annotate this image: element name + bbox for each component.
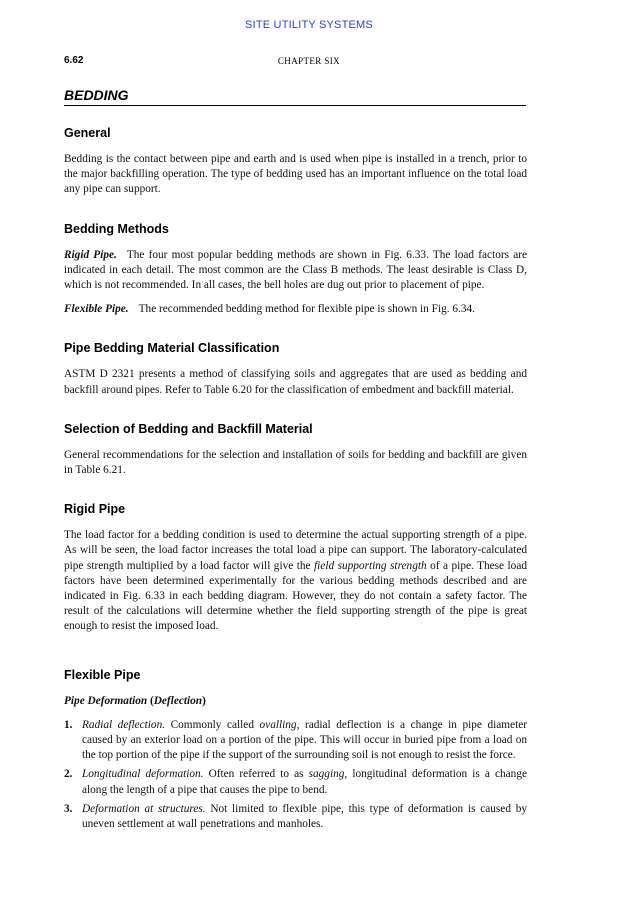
rigid-pipe-text: The four most popular bedding methods are shown in Fig. 6.33. The load factors are indicated in each detail. The most common are the Class B methods. The least desirable is Class D, which is not recommended. In all cases, the bell holes are dug out prior to placement of pipe. [64,248,527,292]
rigid-pipe-body [64,528,527,634]
rigid-pipe-text-a: The load factor for a bedding condition is used to determine the actual supporting strength of a pipe. As will be seen, the load factor increases the total load a pipe can support. The laboratory-calculated pipe strength multiplied by a load factor will give the [64,529,527,572]
flexible-pipe-heading: Flexible Pipe [64,667,141,682]
flexible-pipe-text: The recommended bedding method for flexible pipe is shown in Fig. 6.34. [138,303,475,316]
general-paragraph: Bedding is the contact between pipe and earth and is used when pipe is installed in a trench, prior to the major backfilling operation. The type of bedding used has an important influence on the total load any pipe can support. [64,153,527,196]
flexible-pipe-paragraph [64,302,527,317]
selection-paragraph: General recommendations for the selection and installation of soils for bedding and backfill are given in Table 6.21. [64,448,527,477]
rigid-pipe-paragraph [64,248,527,294]
pipe-deformation-subheading: Pipe Deformation (Deflection) [64,694,206,707]
classification-heading: Pipe Bedding Material Classification [64,341,280,356]
running-title: SITE UTILITY SYSTEMS [245,19,373,31]
page-number: 6.62 [64,55,84,66]
rigid-pipe-emphasis: field supporting strength [314,559,427,572]
deformation-list [64,718,527,832]
selection-heading: Selection of Bedding and Backfill Material [64,421,313,436]
rigid-pipe-heading: Rigid Pipe [64,502,126,517]
list-item: 3. Deformation at structures. Not limited to flexible pipe, this type of deformation is caused by uneven settlement at wall penetrations and manholes. [64,802,528,831]
bedding-methods-heading: Bedding Methods [64,221,169,236]
rigid-pipe-text-b: of a pipe. These load factors have been determined experimentally for the various bedding methods described and are indicated in Fig. 6.33 in each bedding diagram. However, they do not contain a safety factor. The result of the calculations will determine whether the field supporting strength of the pipe is great enough to resist the imposed load. [64,559,527,633]
chapter-label: CHAPTER SIX [277,56,341,66]
classification-paragraph: ASTM D 2321 presents a method of classifying soils and aggregates that are used as bedding and backfill around pipes. Refer to Table 6.20 for the classification of embedment and backfill material. [64,368,527,396]
section-title: BEDDING [64,87,526,106]
flexible-pipe-runin: Flexible Pipe. [64,303,129,316]
content-body [64,126,527,836]
list-item: 1. Radial deflection. Commonly called ovalling, radial deflection is a change in pipe diameter caused by an exterior load on a portion of the pipe. This will occur in buried pipe from a load on the top portion of the pipe if the support of the surrounding soil is not enough to resist the force. [64,718,528,762]
list-item: 2. Longitudinal deformation. Often referred to as sagging, longitudinal deformation is a change along the length of a pipe that causes the pipe to bend. [64,768,527,796]
general-heading: General [64,126,111,140]
rigid-pipe-runin: Rigid Pipe. [64,248,117,261]
